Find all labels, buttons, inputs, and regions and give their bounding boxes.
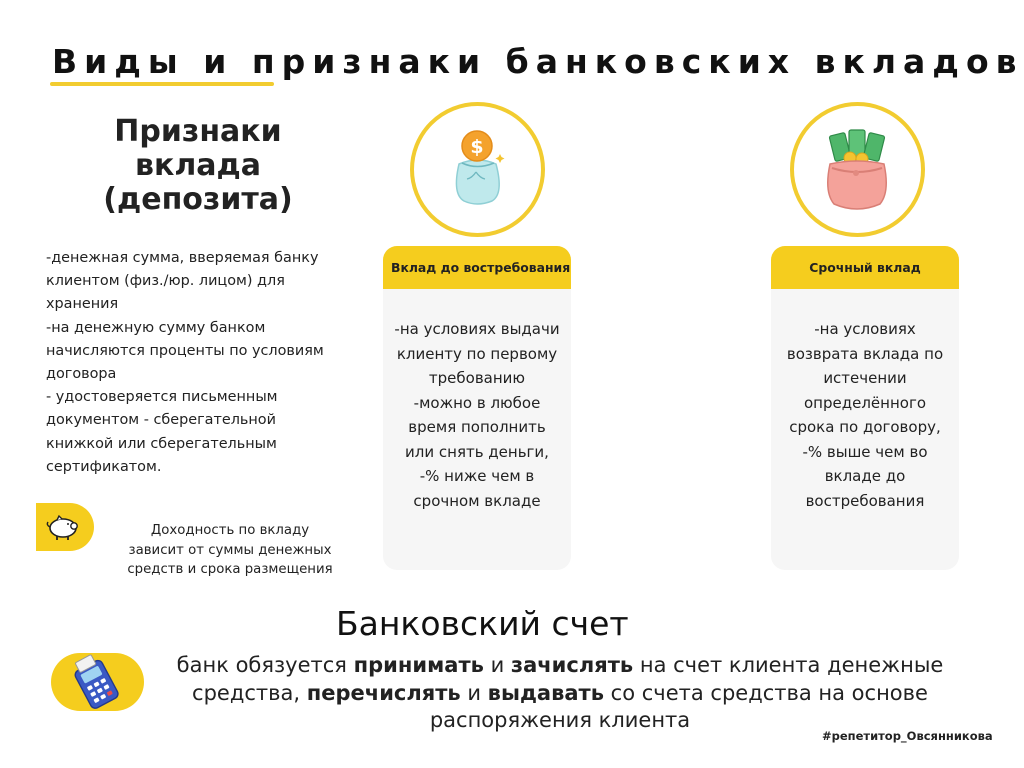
account-description <box>155 652 965 735</box>
features-heading-line: Признаки <box>114 114 282 149</box>
card-line: требованию <box>428 369 526 387</box>
account-heading: Банковский счет <box>336 604 629 643</box>
features-heading <box>78 115 318 217</box>
feature-item: -на денежную сумму банком начисляются проценты по условиям договора <box>46 319 324 383</box>
card-line: -% ниже чем в <box>419 467 535 485</box>
account-text-part: со счета средства на основе распоряжения клиента <box>429 680 928 732</box>
feature-item: -денежная сумма, вверяемая банку клиентом (физ./юр. лицом) для хранения <box>46 250 319 313</box>
card-title: Вклад до востребования <box>383 246 571 289</box>
term-deposit-card <box>771 246 959 570</box>
account-keyword: выдавать <box>487 680 604 705</box>
page-title: Виды и признаки банковских вкладов <box>52 42 1024 81</box>
card-line: востребования <box>805 491 925 510</box>
yield-note-line: средств и срока размещения <box>127 562 333 577</box>
piggy-bank-icon <box>36 503 94 551</box>
yield-note <box>120 521 340 580</box>
account-text-part: и <box>460 680 488 705</box>
account-text-part: банк обязуется <box>176 653 354 677</box>
account-keyword: зачислять <box>510 653 634 677</box>
yield-note-line: Доходность по вкладу <box>150 523 310 538</box>
feature-item: - удостоверяется письменным документом - сберегательной книжкой или сберегательным сертификатом. <box>46 389 278 475</box>
demand-deposit-card <box>383 246 571 570</box>
card-terminal-icon <box>51 653 144 711</box>
card-body <box>771 289 959 513</box>
card-title: Срочный вклад <box>771 246 959 289</box>
card-line: срочном вкладе <box>413 491 541 510</box>
card-line: вкладе до <box>824 467 906 485</box>
card-body <box>383 289 571 513</box>
account-keyword: принимать <box>353 653 484 677</box>
card-line: истечении <box>823 369 907 387</box>
features-heading-line: (депозита) <box>103 182 293 217</box>
title-underline <box>50 82 274 86</box>
card-line: клиенту по первому <box>396 344 558 363</box>
account-text-part: и <box>483 653 511 677</box>
account-text-part: на счет клиента денежные средства, <box>192 653 944 705</box>
card-line: -на условиях <box>814 320 916 338</box>
svg-text:$: $ <box>470 136 484 158</box>
card-line: определённого <box>804 393 926 412</box>
cash-sack-icon <box>794 106 921 233</box>
card-line: -можно в любое <box>413 393 541 412</box>
card-line: или снять деньги, <box>405 442 549 461</box>
author-hashtag: #репетитор_Овсянникова <box>822 729 993 743</box>
features-heading-line: вклада <box>134 148 262 183</box>
card-line: срока по договору, <box>789 418 941 436</box>
features-list <box>46 247 346 479</box>
yield-note-line: зависит от суммы денежных <box>128 542 332 558</box>
money-bag-icon <box>414 106 541 233</box>
term-deposit-circle <box>790 102 925 237</box>
card-line: -на условиях выдачи <box>394 320 560 338</box>
demand-deposit-circle <box>410 102 545 237</box>
card-line: возврата вклада по <box>786 344 944 363</box>
account-keyword: перечислять <box>306 680 461 705</box>
card-line: -% выше чем во <box>802 442 928 461</box>
card-terminal-badge <box>51 653 144 711</box>
card-line: время пополнить <box>408 418 546 436</box>
piggy-bank-badge <box>36 503 94 551</box>
